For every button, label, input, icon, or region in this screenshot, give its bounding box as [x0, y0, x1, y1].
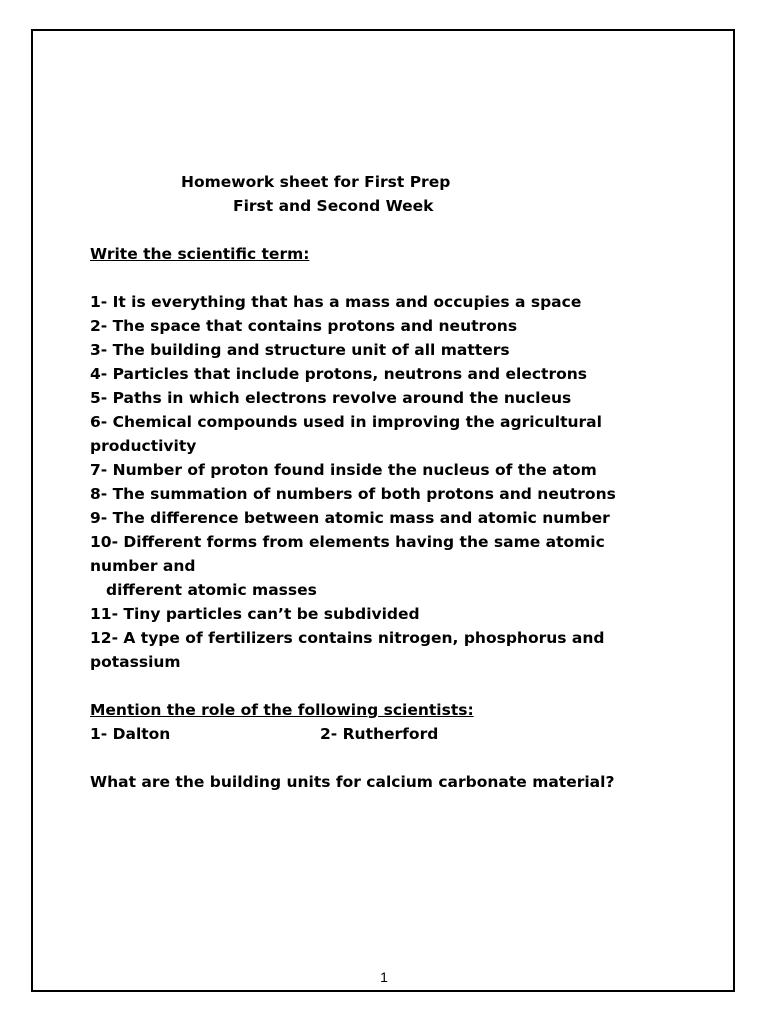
term-item-5: 5- Paths in which electrons revolve around the nucleus — [90, 389, 572, 407]
term-item-1: 1- It is everything that has a mass and occupies a space — [90, 293, 582, 311]
scientist-dalton: 1- Dalton — [90, 725, 171, 743]
document-body — [90, 170, 630, 794]
terms-heading: Write the scientific term: — [90, 245, 310, 263]
scientist-rutherford: 2- Rutherford — [320, 725, 439, 743]
term-item-7: 7- Number of proton found inside the nucleus of the atom — [90, 461, 597, 479]
term-item-2: 2- The space that contains protons and neutrons — [90, 317, 518, 335]
term-item-4: 4- Particles that include protons, neutrons and electrons — [90, 365, 588, 383]
scientists-row — [90, 722, 630, 746]
term-item-10: 10- Different forms from elements having the same atomic number and — [90, 533, 605, 575]
term-item-9: 9- The difference between atomic mass and atomic number — [90, 509, 610, 527]
title-line-1: Homework sheet for First Prep — [181, 173, 451, 191]
calcium-carbonate-question: What are the building units for calcium carbonate material? — [90, 773, 615, 791]
scientists-heading: Mention the role of the following scientists: — [90, 701, 474, 719]
title-line-2: First and Second Week — [233, 197, 434, 215]
term-item-11: 11- Tiny particles can’t be subdivided — [90, 605, 420, 623]
page-number: 1 — [380, 969, 388, 985]
term-item-10-continuation: different atomic masses — [106, 581, 317, 599]
term-item-3: 3- The building and structure unit of all matters — [90, 341, 510, 359]
term-item-8: 8- The summation of numbers of both protons and neutrons — [90, 485, 616, 503]
term-item-6: 6- Chemical compounds used in improving the agricultural productivity — [90, 413, 602, 455]
term-item-12: 12- A type of fertilizers contains nitrogen, phosphorus and potassium — [90, 629, 605, 671]
